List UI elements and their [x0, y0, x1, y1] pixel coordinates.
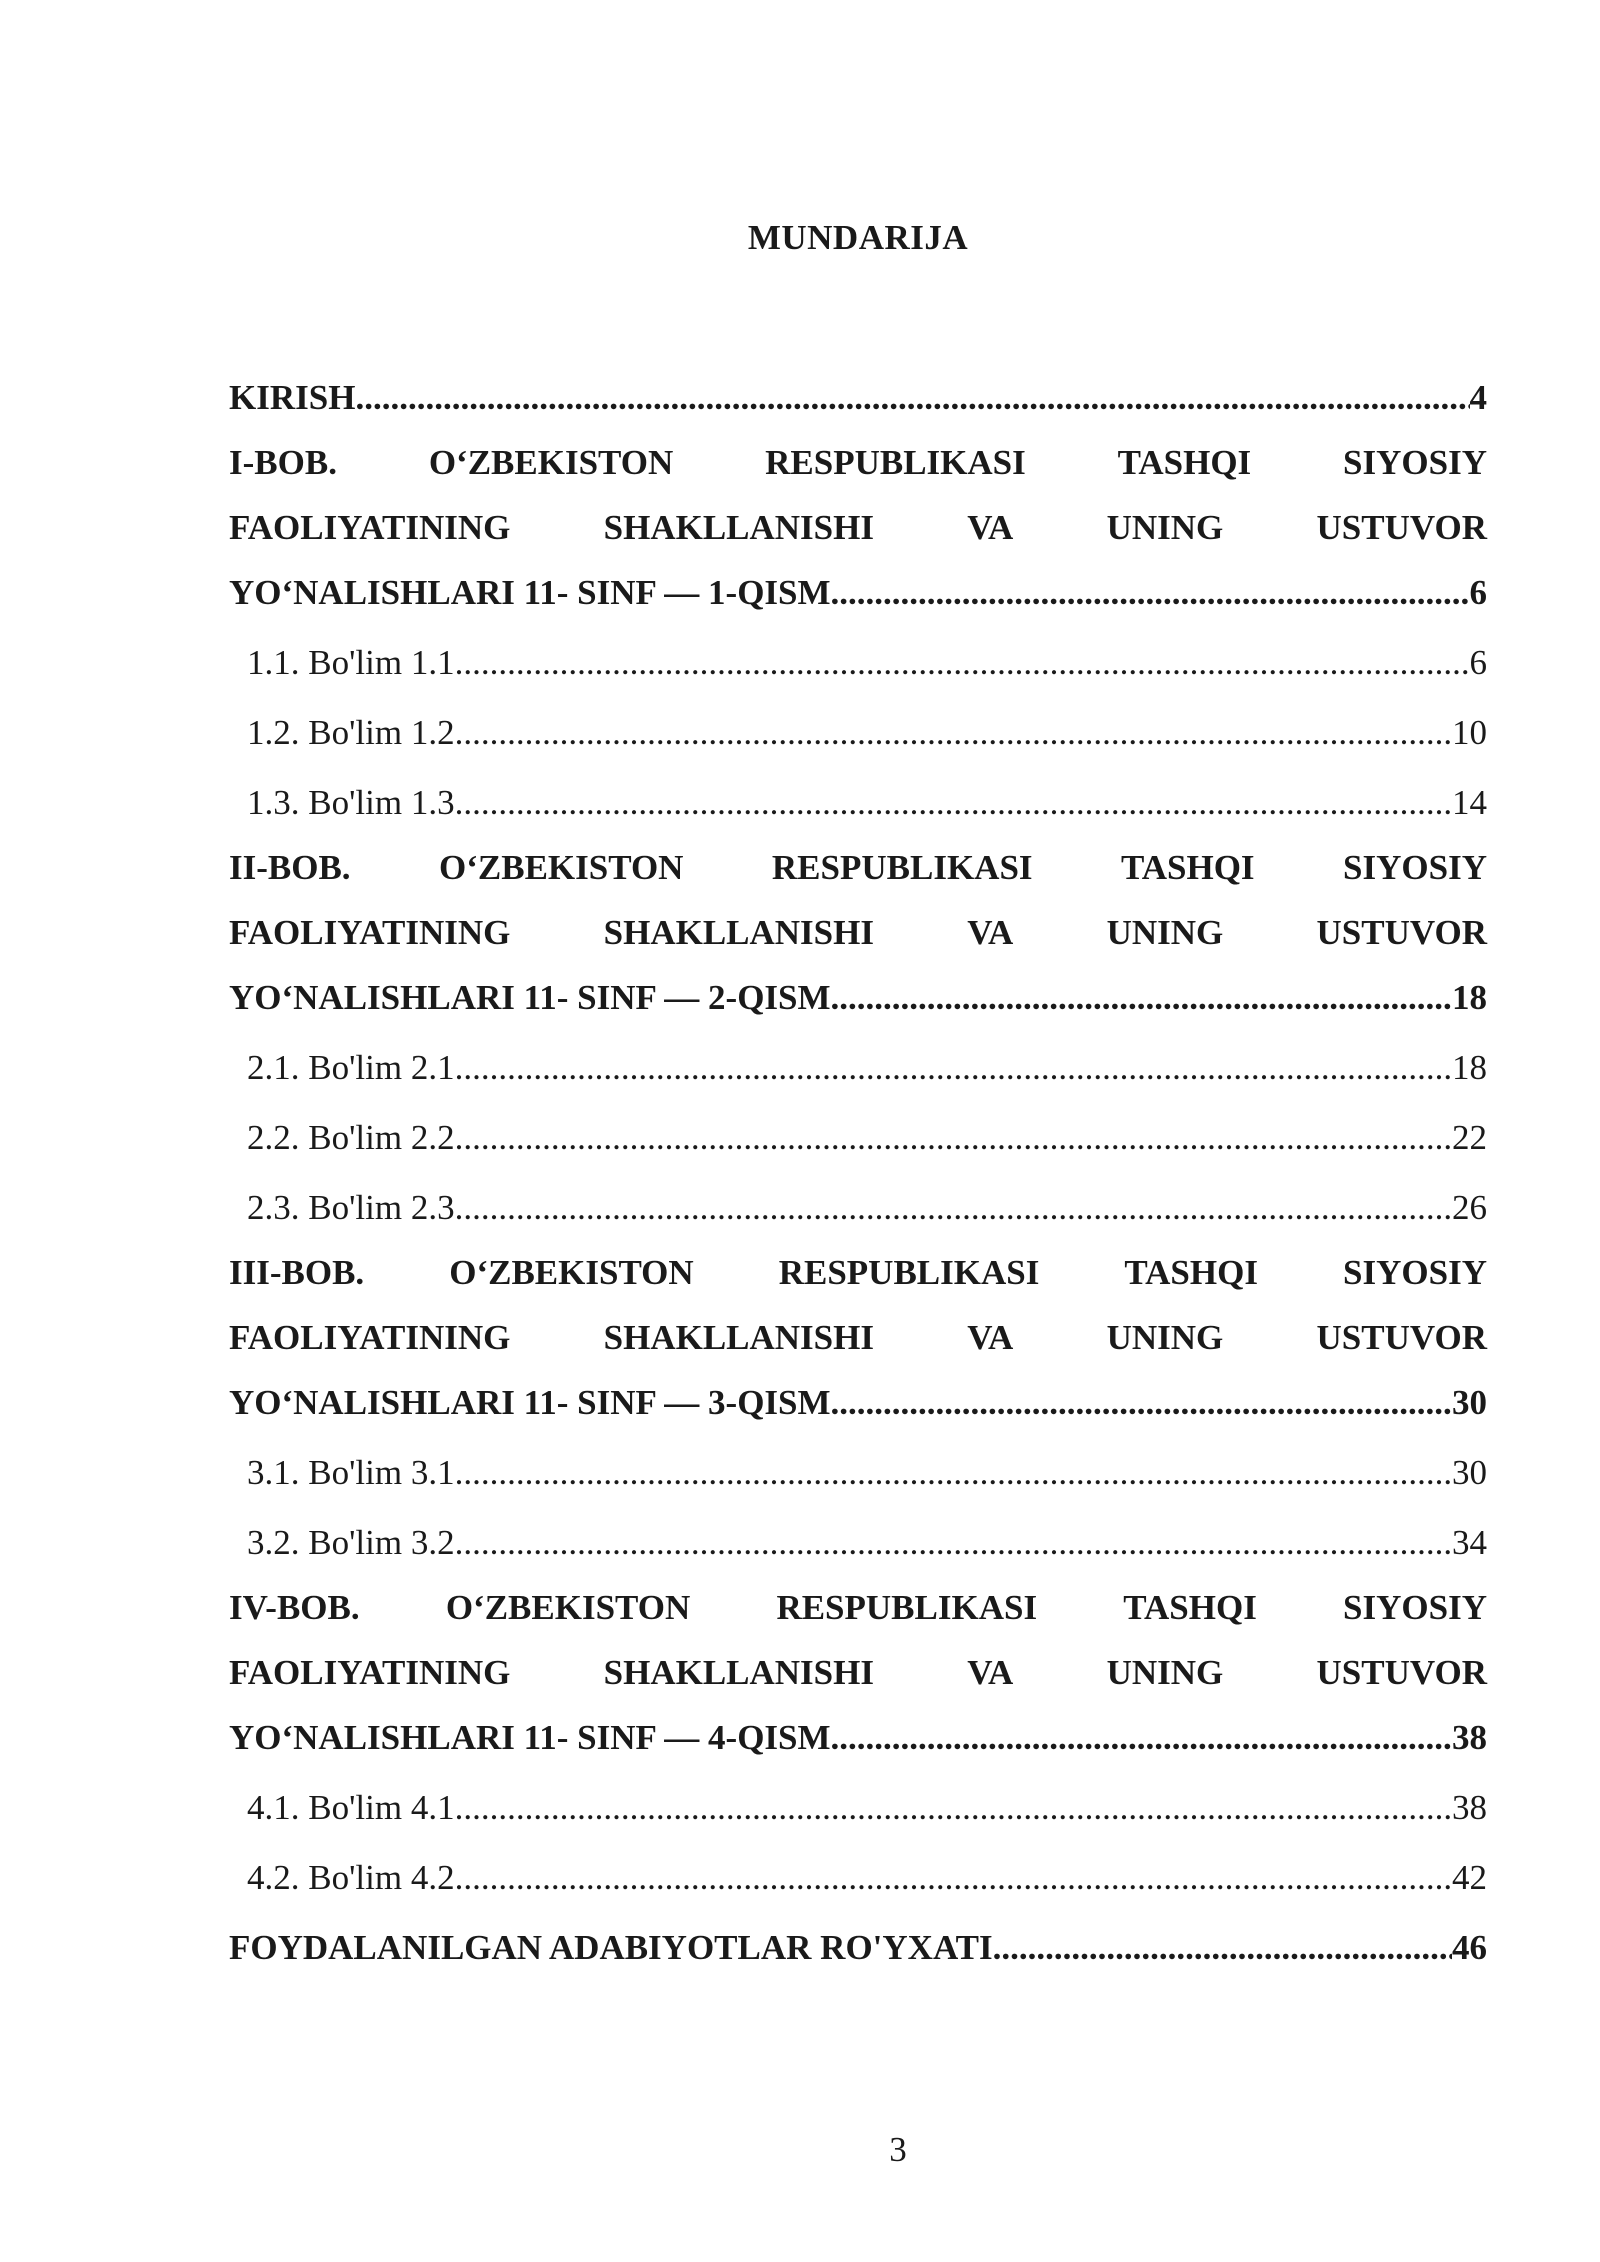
chapter-title-word: SIYOSIY — [1343, 1253, 1487, 1292]
chapter-title-word: RESPUBLIKASI — [776, 1588, 1038, 1627]
chapter-title-word: USTUVOR — [1316, 1653, 1487, 1692]
chapter-title-line — [229, 1625, 1487, 1690]
toc-section-entry[interactable] — [229, 1825, 1487, 1895]
toc-page-number: 38 — [1452, 1718, 1487, 1757]
dot-leader — [831, 980, 1452, 1015]
chapter-title-word: USTUVOR — [1316, 1318, 1487, 1357]
dot-leader — [455, 1860, 1452, 1895]
chapter-title-word: I-BOB. — [229, 443, 337, 482]
chapter-title-word: SHAKLLANISHI — [603, 1653, 874, 1692]
toc-chapter[interactable] — [229, 820, 1487, 1015]
toc-section-entry[interactable] — [229, 1420, 1487, 1490]
chapter-title-word: VA — [967, 913, 1014, 952]
chapter-title-word: SHAKLLANISHI — [603, 913, 874, 952]
page-number: 3 — [889, 2130, 907, 2169]
dot-leader — [455, 1190, 1452, 1225]
table-of-contents — [229, 345, 1487, 1965]
chapter-title-word: UNING — [1106, 1653, 1224, 1692]
toc-section-entry[interactable] — [229, 1015, 1487, 1085]
chapter-title-word: TASHQI — [1117, 443, 1252, 482]
dot-leader — [455, 645, 1470, 680]
dot-leader — [993, 1930, 1452, 1965]
toc-chapter[interactable] — [229, 1225, 1487, 1420]
chapter-title-word: O‘ZBEKISTON — [445, 1588, 691, 1627]
chapter-title-word: RESPUBLIKASI — [771, 848, 1033, 887]
chapter-title-text: YO‘NALISHLARI 11- SINF — 1-QISM — [229, 573, 831, 612]
toc-entry-label: FOYDALANILGAN ADABIYOTLAR RO'YXATI — [229, 1928, 993, 1967]
chapter-title-line — [229, 415, 1487, 480]
chapter-title-word: TASHQI — [1121, 848, 1255, 887]
toc-entry-label: 1.2. Bo'lim 1.2 — [247, 713, 455, 752]
toc-section-entry[interactable] — [229, 1085, 1487, 1155]
chapter-title-word: SIYOSIY — [1343, 443, 1487, 482]
toc-entry-intro[interactable] — [229, 345, 1487, 415]
toc-page-number: 26 — [1452, 1188, 1487, 1227]
chapter-title-line — [229, 1690, 1487, 1755]
dot-leader — [455, 715, 1452, 750]
dot-leader — [455, 1050, 1452, 1085]
chapter-title-word: RESPUBLIKASI — [778, 1253, 1040, 1292]
toc-page-number: 14 — [1452, 783, 1487, 822]
chapter-title-text: YO‘NALISHLARI 11- SINF — 3-QISM — [229, 1383, 831, 1422]
toc-section-entry[interactable] — [229, 1755, 1487, 1825]
toc-section-entry[interactable] — [229, 750, 1487, 820]
chapter-title-word: III-BOB. — [229, 1253, 365, 1292]
chapter-title-word: UNING — [1106, 508, 1224, 547]
toc-entry-label: 4.1. Bo'lim 4.1 — [247, 1788, 455, 1827]
chapter-title-line — [229, 545, 1487, 610]
toc-entry-label: 3.2. Bo'lim 3.2 — [247, 1523, 455, 1562]
chapter-title-word: FAOLIYATINING — [229, 1653, 511, 1692]
toc-entry-label: KIRISH — [229, 378, 356, 417]
toc-entry-label: 2.1. Bo'lim 2.1 — [247, 1048, 455, 1087]
chapter-title-word: FAOLIYATINING — [229, 508, 511, 547]
chapter-title-word: IV-BOB. — [229, 1588, 360, 1627]
chapter-title-word: UNING — [1106, 913, 1224, 952]
toc-page-number: 22 — [1452, 1118, 1487, 1157]
toc-section-entry[interactable] — [229, 1155, 1487, 1225]
dot-leader — [831, 575, 1470, 610]
toc-page-number: 34 — [1452, 1523, 1487, 1562]
dot-leader — [355, 380, 1469, 415]
chapter-title-word: VA — [967, 1653, 1014, 1692]
chapter-title-word: O‘ZBEKISTON — [449, 1253, 694, 1292]
chapter-title-line — [229, 950, 1487, 1015]
chapter-title-line — [229, 820, 1487, 885]
toc-entry-label: 1.1. Bo'lim 1.1 — [247, 643, 455, 682]
toc-page-number: 18 — [1452, 978, 1487, 1017]
toc-page-number: 30 — [1452, 1383, 1487, 1422]
chapter-title-word: FAOLIYATINING — [229, 1318, 511, 1357]
dot-leader — [455, 1455, 1452, 1490]
chapter-title-word: VA — [967, 1318, 1014, 1357]
chapter-title-word: SIYOSIY — [1343, 1588, 1487, 1627]
chapter-title-text: YO‘NALISHLARI 11- SINF — 2-QISM — [229, 978, 831, 1017]
toc-chapter[interactable] — [229, 415, 1487, 610]
toc-page-number: 18 — [1452, 1048, 1487, 1087]
toc-page-number: 38 — [1452, 1788, 1487, 1827]
toc-entry-label: 1.3. Bo'lim 1.3 — [247, 783, 455, 822]
chapter-title-word: II-BOB. — [229, 848, 351, 887]
toc-entry-label: 2.3. Bo'lim 2.3 — [247, 1188, 455, 1227]
toc-page-number: 10 — [1452, 713, 1487, 752]
chapter-title-word: SHAKLLANISHI — [603, 1318, 874, 1357]
chapter-title-word: FAOLIYATINING — [229, 913, 511, 952]
toc-page-number: 46 — [1452, 1928, 1487, 1967]
chapter-title-word: USTUVOR — [1316, 913, 1487, 952]
chapter-title-word: SHAKLLANISHI — [603, 508, 874, 547]
dot-leader — [831, 1385, 1452, 1420]
toc-entry-references[interactable] — [229, 1895, 1487, 1965]
toc-page-number: 6 — [1469, 643, 1487, 682]
chapter-title-line — [229, 1355, 1487, 1420]
toc-page-number: 42 — [1452, 1858, 1487, 1897]
dot-leader — [455, 1120, 1452, 1155]
chapter-title-word: TASHQI — [1123, 1588, 1257, 1627]
chapter-title-word: RESPUBLIKASI — [765, 443, 1026, 482]
chapter-title-word: O‘ZBEKISTON — [428, 443, 674, 482]
toc-section-entry[interactable] — [229, 1490, 1487, 1560]
toc-section-entry[interactable] — [229, 680, 1487, 750]
chapter-title-text: YO‘NALISHLARI 11- SINF — 4-QISM — [229, 1718, 831, 1757]
chapter-list — [229, 415, 1487, 1895]
chapter-title-word: SIYOSIY — [1343, 848, 1487, 887]
dot-leader — [455, 785, 1452, 820]
chapter-title-word: O‘ZBEKISTON — [439, 848, 684, 887]
toc-page-number: 6 — [1469, 573, 1487, 612]
toc-page-number: 30 — [1452, 1453, 1487, 1492]
toc-section-entry[interactable] — [229, 610, 1487, 680]
dot-leader — [455, 1790, 1452, 1825]
chapter-title-word: USTUVOR — [1316, 508, 1487, 547]
chapter-title-word: TASHQI — [1124, 1253, 1258, 1292]
toc-page-number: 4 — [1469, 378, 1487, 417]
chapter-title-line — [229, 1560, 1487, 1625]
page-title: MUNDARIJA — [747, 218, 969, 257]
toc-entry-label: 2.2. Bo'lim 2.2 — [247, 1118, 455, 1157]
dot-leader — [831, 1720, 1452, 1755]
toc-chapter[interactable] — [229, 1560, 1487, 1755]
chapter-title-line — [229, 885, 1487, 950]
dot-leader — [455, 1525, 1452, 1560]
chapter-title-line — [229, 1290, 1487, 1355]
chapter-title-line — [229, 480, 1487, 545]
chapter-title-line — [229, 1225, 1487, 1290]
chapter-title-word: VA — [967, 508, 1014, 547]
toc-entry-label: 4.2. Bo'lim 4.2 — [247, 1858, 455, 1897]
chapter-title-word: UNING — [1106, 1318, 1224, 1357]
toc-entry-label: 3.1. Bo'lim 3.1 — [247, 1453, 455, 1492]
